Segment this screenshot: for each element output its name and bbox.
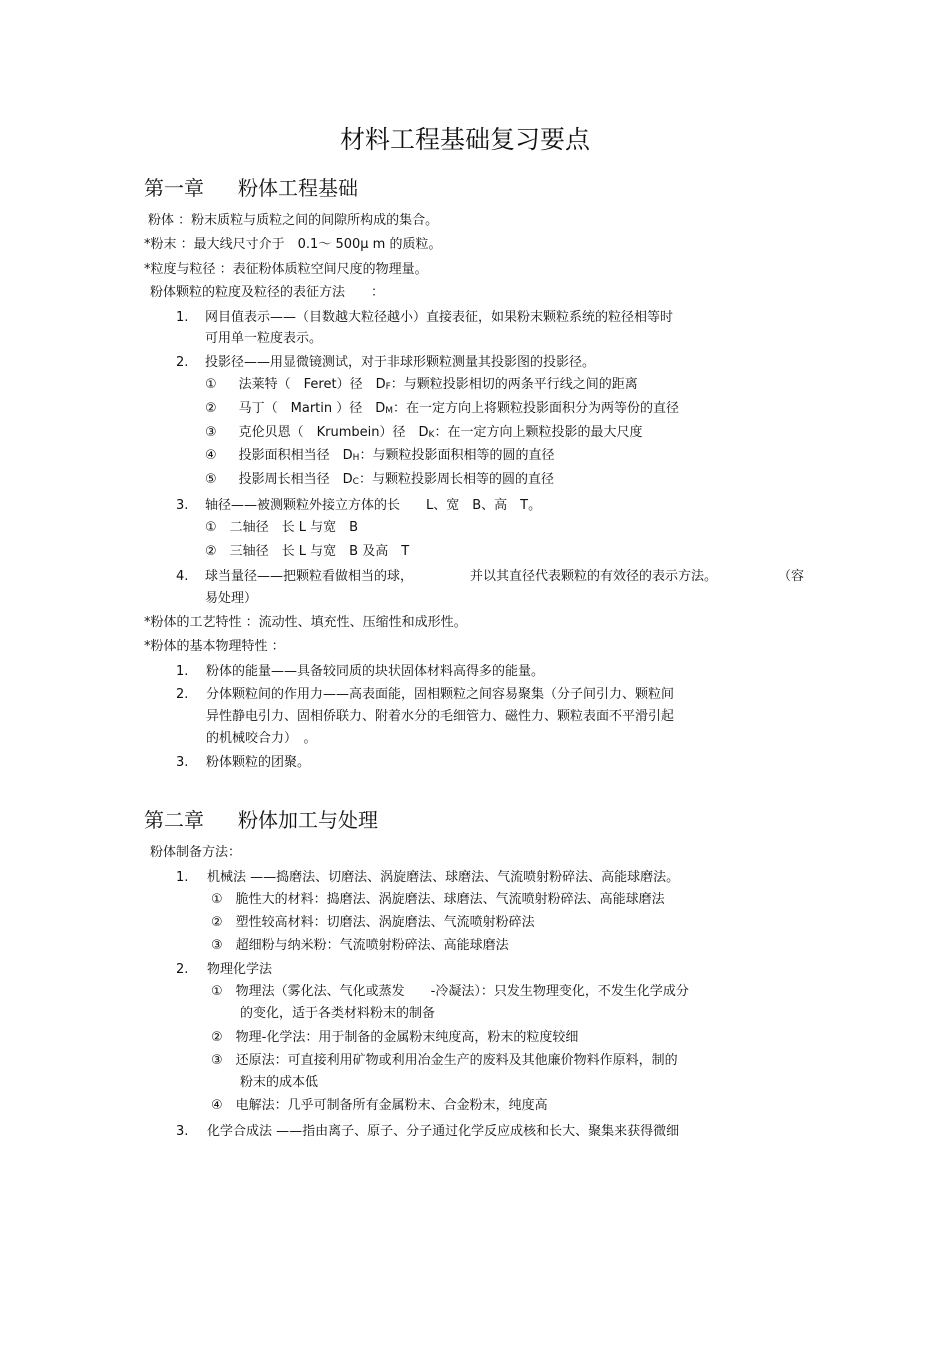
item-text: 电解法：几乎可制备所有金属粉末、合金粉末，纯度高 bbox=[235, 1098, 548, 1113]
particle-size-definition: *粒度与粒径 ：表征粉体质粒空间尺度的物理量。 bbox=[144, 262, 428, 277]
method-2-number: 2. bbox=[176, 355, 189, 370]
item-text: 三轴径 长 L 与宽 B 及高 T bbox=[229, 544, 410, 559]
proj-item bbox=[205, 447, 554, 467]
prep-3-number: 3. bbox=[176, 1124, 189, 1139]
proj-sub: C bbox=[352, 477, 359, 487]
method-2-text: 投影径——用显微镜测试，对于非球形颗粒测量其投影图的投影径。 bbox=[205, 355, 596, 370]
method-3-number: 3. bbox=[176, 498, 189, 513]
proj-sub: F bbox=[385, 382, 391, 392]
proj-pre: 投影周长相当径 D bbox=[238, 472, 353, 487]
item-text: 塑性较高材料：切磨法、涡旋磨法、气流喷射粉碎法 bbox=[235, 915, 535, 930]
proj-mark: ③ bbox=[205, 425, 217, 440]
prep-2-item-cont: 的变化，适于各类材料粉末的制备 bbox=[240, 1006, 436, 1021]
proj-sub: H bbox=[352, 453, 360, 463]
prep-1-text: 机械法 ——捣磨法、切磨法、涡旋磨法、球磨法、气流喷射粉碎法、高能球磨法。 bbox=[207, 870, 680, 885]
item-text: 脆性大的材料：捣磨法、涡旋磨法、球磨法、气流喷射粉碎法、高能球磨法 bbox=[235, 892, 665, 907]
method-1-line-2: 可用单一粒度表示。 bbox=[205, 331, 323, 346]
prep-3-text: 化学合成法 ——指由离子、原子、分子通过化学反应成核和长大、聚集来获得微细 bbox=[207, 1124, 680, 1139]
chapter-2-label: 第二章 bbox=[144, 808, 204, 832]
item-mark: ① bbox=[205, 520, 217, 535]
item-text: 超细粉与纳米粉：气流喷射粉碎法、高能球磨法 bbox=[235, 938, 509, 953]
process-properties: *粉体的工艺特性 ：流动性、填充性、压缩性和成形性。 bbox=[144, 615, 467, 630]
prep-1-number: 1. bbox=[176, 870, 189, 885]
physical-properties-title: *粉体的基本物理特性 ： bbox=[144, 639, 285, 654]
prep-2-item bbox=[211, 1052, 678, 1070]
method-4-line-1c: （容 bbox=[778, 569, 805, 584]
chapter-2-heading bbox=[144, 806, 378, 834]
proj-mark: ⑤ bbox=[205, 472, 217, 487]
proj-post: ：在一定方向上将颗粒投影面积分为两等份的直径 bbox=[393, 401, 680, 416]
item-text: 二轴径 长 L 与宽 B bbox=[229, 520, 359, 535]
proj-sub: M bbox=[385, 406, 394, 416]
proj-pre: 投影面积相当径 D bbox=[238, 448, 353, 463]
proj-item bbox=[205, 376, 638, 396]
phys-1-number: 1. bbox=[176, 664, 189, 679]
proj-pre: 马丁（ Martin ）径 D bbox=[238, 401, 386, 416]
prep-2-item-cont: 粉末的成本低 bbox=[240, 1075, 319, 1090]
proj-mark: ② bbox=[205, 401, 217, 416]
chapter-1-name: 粉体工程基础 bbox=[238, 176, 358, 200]
item-mark: ① bbox=[211, 984, 223, 999]
item-mark: ① bbox=[211, 892, 223, 907]
chapter-2-name: 粉体加工与处理 bbox=[238, 808, 378, 832]
method-4-line-1a: 球当量径——把颗粒看做相当的球， bbox=[205, 569, 414, 584]
item-mark: ② bbox=[211, 1030, 223, 1045]
item-mark: ③ bbox=[211, 1053, 223, 1068]
method-1-number: 1. bbox=[176, 310, 189, 325]
method-3-text: 轴径——被测颗粒外接立方体的长 L、宽 B、高 T。 bbox=[205, 498, 542, 513]
proj-post: ：与颗粒投影相切的两条平行线之间的距离 bbox=[390, 377, 638, 392]
phys-2-line-2: 异性静电引力、固相侨联力、附着水分的毛细管力、磁性力、颗粒表面不平滑引起 bbox=[206, 709, 675, 724]
phys-3-number: 3. bbox=[176, 755, 189, 770]
method-4-line-1b: 并以其直径代表颗粒的有效径的表示方法。 bbox=[470, 569, 718, 584]
method-1-line-1: 网目值表示——（目数越大粒径越小）直接表征，如果粉末颗粒系统的粒径相等时 bbox=[205, 310, 674, 325]
method-4-line-2: 易处理） bbox=[205, 591, 258, 606]
item-mark: ② bbox=[211, 915, 223, 930]
prep-2-number: 2. bbox=[176, 962, 189, 977]
proj-item bbox=[205, 424, 642, 444]
proj-mark: ④ bbox=[205, 448, 217, 463]
powder-definition: 粉体 ：粉末质粒与质粒之间的间隙所构成的集合。 bbox=[148, 213, 439, 228]
prep-methods-title: 粉体制备方法： bbox=[150, 845, 242, 860]
item-text: 物理法（雾化法、气化或蒸发 -冷凝法）：只发生物理变化，不发生化学成分 bbox=[235, 984, 689, 999]
method-4-number: 4. bbox=[176, 569, 189, 584]
prep-1-item bbox=[211, 891, 665, 909]
proj-pre: 克伦贝恩（ Krumbein）径 D bbox=[238, 425, 429, 440]
item-mark: ④ bbox=[211, 1098, 223, 1113]
proj-post: ：在一定方向上颗粒投影的最大尺度 bbox=[434, 425, 643, 440]
methods-title: 粉体颗粒的粒度及粒径的表征方法 ： bbox=[150, 285, 385, 300]
fine-powder-definition: *粉末 ：最大线尺寸介于 0.1～ 500μ m 的质粒。 bbox=[144, 237, 442, 252]
phys-2-number: 2. bbox=[176, 687, 189, 702]
proj-post: ：与颗粒投影周长相等的圆的直径 bbox=[358, 472, 554, 487]
prep-2-item bbox=[211, 1029, 578, 1047]
chapter-1-label: 第一章 bbox=[144, 176, 204, 200]
method-3-item-a bbox=[205, 519, 358, 537]
prep-1-item bbox=[211, 937, 509, 955]
chapter-1-heading bbox=[144, 174, 358, 202]
prep-1-item bbox=[211, 914, 535, 932]
proj-post: ：与颗粒投影面积相等的圆的直径 bbox=[359, 448, 555, 463]
prep-2-text: 物理化学法 bbox=[207, 962, 273, 977]
item-text: 还原法：可直接利用矿物或利用冶金生产的废料及其他廉价物料作原料，制的 bbox=[235, 1053, 678, 1068]
item-mark: ② bbox=[205, 544, 217, 559]
phys-1-text: 粉体的能量——具备较同质的块状固体材料高得多的能量。 bbox=[206, 664, 545, 679]
prep-2-item bbox=[211, 983, 689, 1001]
phys-2-line-3: 的机械咬合力） 。 bbox=[206, 731, 317, 746]
page-title: 材料工程基础复习要点 bbox=[339, 125, 590, 154]
proj-sub: K bbox=[428, 430, 435, 440]
method-3-item-b bbox=[205, 543, 409, 561]
proj-item bbox=[205, 471, 554, 491]
proj-item bbox=[205, 400, 679, 420]
proj-pre: 法莱特（ Feret）径 D bbox=[238, 377, 386, 392]
phys-2-line-1: 分体颗粒间的作用力——高表面能，固相颗粒之间容易聚集（分子间引力、颗粒间 bbox=[206, 687, 675, 702]
item-text: 物理-化学法：用于制备的金属粉末纯度高，粉末的粒度较细 bbox=[235, 1030, 579, 1045]
proj-mark: ① bbox=[205, 377, 217, 392]
phys-3-text: 粉体颗粒的团聚。 bbox=[206, 755, 311, 770]
prep-2-item bbox=[211, 1097, 548, 1115]
item-mark: ③ bbox=[211, 938, 223, 953]
